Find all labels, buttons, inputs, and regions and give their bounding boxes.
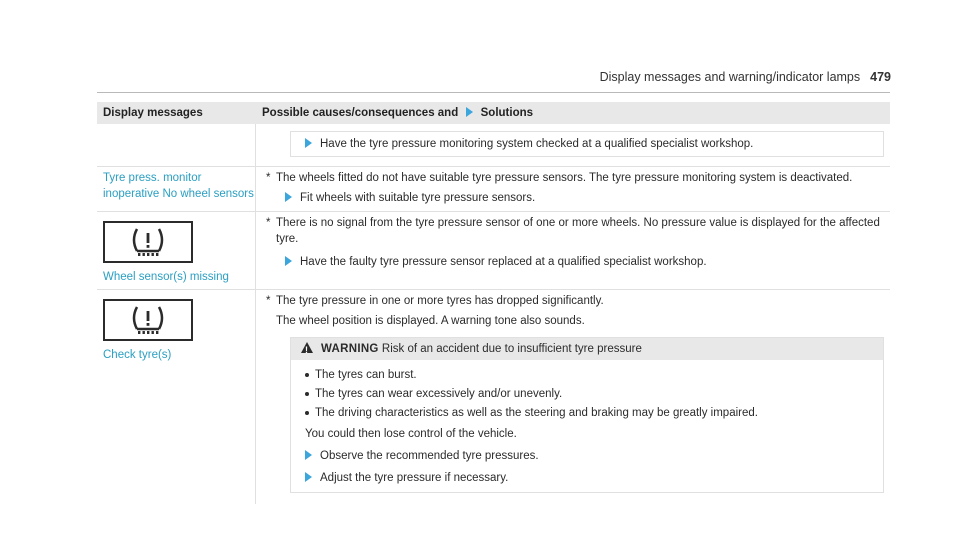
warning-triangle-icon bbox=[301, 342, 313, 353]
causes-cell bbox=[256, 212, 890, 289]
table-row bbox=[97, 167, 890, 212]
warning-bullet: The driving characteristics as well as the steering and braking may be greatly impaired. bbox=[305, 405, 873, 421]
solution-line: Adjust the tyre pressure if necessary. bbox=[305, 470, 873, 486]
solution-text: Have the tyre pressure monitoring system checked at a qualified specialist workshop. bbox=[320, 138, 754, 150]
warning-box bbox=[290, 337, 884, 493]
col-header-display-messages: Display messages bbox=[103, 107, 203, 119]
solution-line: Fit wheels with suitable tyre pressure sensors. bbox=[262, 190, 890, 206]
message-cell-empty bbox=[97, 124, 256, 166]
tyre-pressure-warning-icon bbox=[103, 221, 193, 263]
table-row bbox=[97, 212, 890, 290]
message-text: Wheel sensor(s) missing bbox=[103, 271, 229, 283]
col-header-causes bbox=[256, 105, 890, 121]
page-number: 479 bbox=[870, 70, 891, 84]
arrow-icon bbox=[285, 256, 292, 266]
causes-cell bbox=[256, 290, 890, 504]
solution-line: Have the faulty tyre pressure sensor replaced at a qualified specialist workshop. bbox=[262, 254, 890, 270]
message-text: Tyre press. monitor inoperative No wheel sensors bbox=[103, 172, 254, 200]
cause-text: * The wheels fitted do not have suitable tyre pressure sensors. The tyre pressure monitoring system is deactivated. bbox=[266, 172, 853, 184]
message-text: Check tyre(s) bbox=[103, 349, 172, 361]
message-cell bbox=[97, 212, 256, 289]
table-row bbox=[97, 124, 890, 167]
warning-title: Risk of an accident due to insufficient tyre pressure bbox=[381, 343, 642, 355]
message-cell bbox=[97, 290, 256, 504]
display-messages-table bbox=[97, 102, 890, 504]
arrow-icon bbox=[305, 450, 312, 460]
col-header-causes-text: Possible causes/consequences and bbox=[262, 107, 459, 119]
warning-header bbox=[291, 338, 883, 360]
cause-text: * The tyre pressure in one or more tyres has dropped significantly. bbox=[266, 295, 604, 307]
col-header-solutions-text: Solutions bbox=[480, 107, 534, 119]
causes-cell bbox=[256, 167, 890, 211]
causes-cell bbox=[256, 124, 890, 166]
page-header-title: Display messages and warning/indicator lamps bbox=[599, 70, 861, 84]
warning-label: WARNING bbox=[321, 343, 379, 355]
arrow-icon bbox=[466, 107, 473, 117]
warning-text: You could then lose control of the vehicle. bbox=[305, 428, 517, 440]
warning-bullet: The tyres can wear excessively and/or unevenly. bbox=[305, 386, 873, 402]
message-cell bbox=[97, 167, 256, 211]
table-row bbox=[97, 290, 890, 504]
arrow-icon bbox=[305, 138, 312, 148]
cause-continuation: The wheel position is displayed. A warning tone also sounds. bbox=[276, 315, 585, 327]
header-divider bbox=[97, 92, 890, 93]
solution-box bbox=[290, 131, 884, 157]
warning-bullet: The tyres can burst. bbox=[305, 367, 873, 383]
warning-body bbox=[291, 360, 883, 492]
page-header bbox=[600, 70, 891, 84]
arrow-icon bbox=[285, 192, 292, 202]
arrow-icon bbox=[305, 472, 312, 482]
solution-line: Observe the recommended tyre pressures. bbox=[305, 448, 873, 464]
cause-text: * There is no signal from the tyre pressure sensor of one or more wheels. No pressure value is displayed for the affected tyre. bbox=[266, 217, 880, 245]
tyre-pressure-warning-icon bbox=[103, 299, 193, 341]
table-header bbox=[97, 102, 890, 124]
